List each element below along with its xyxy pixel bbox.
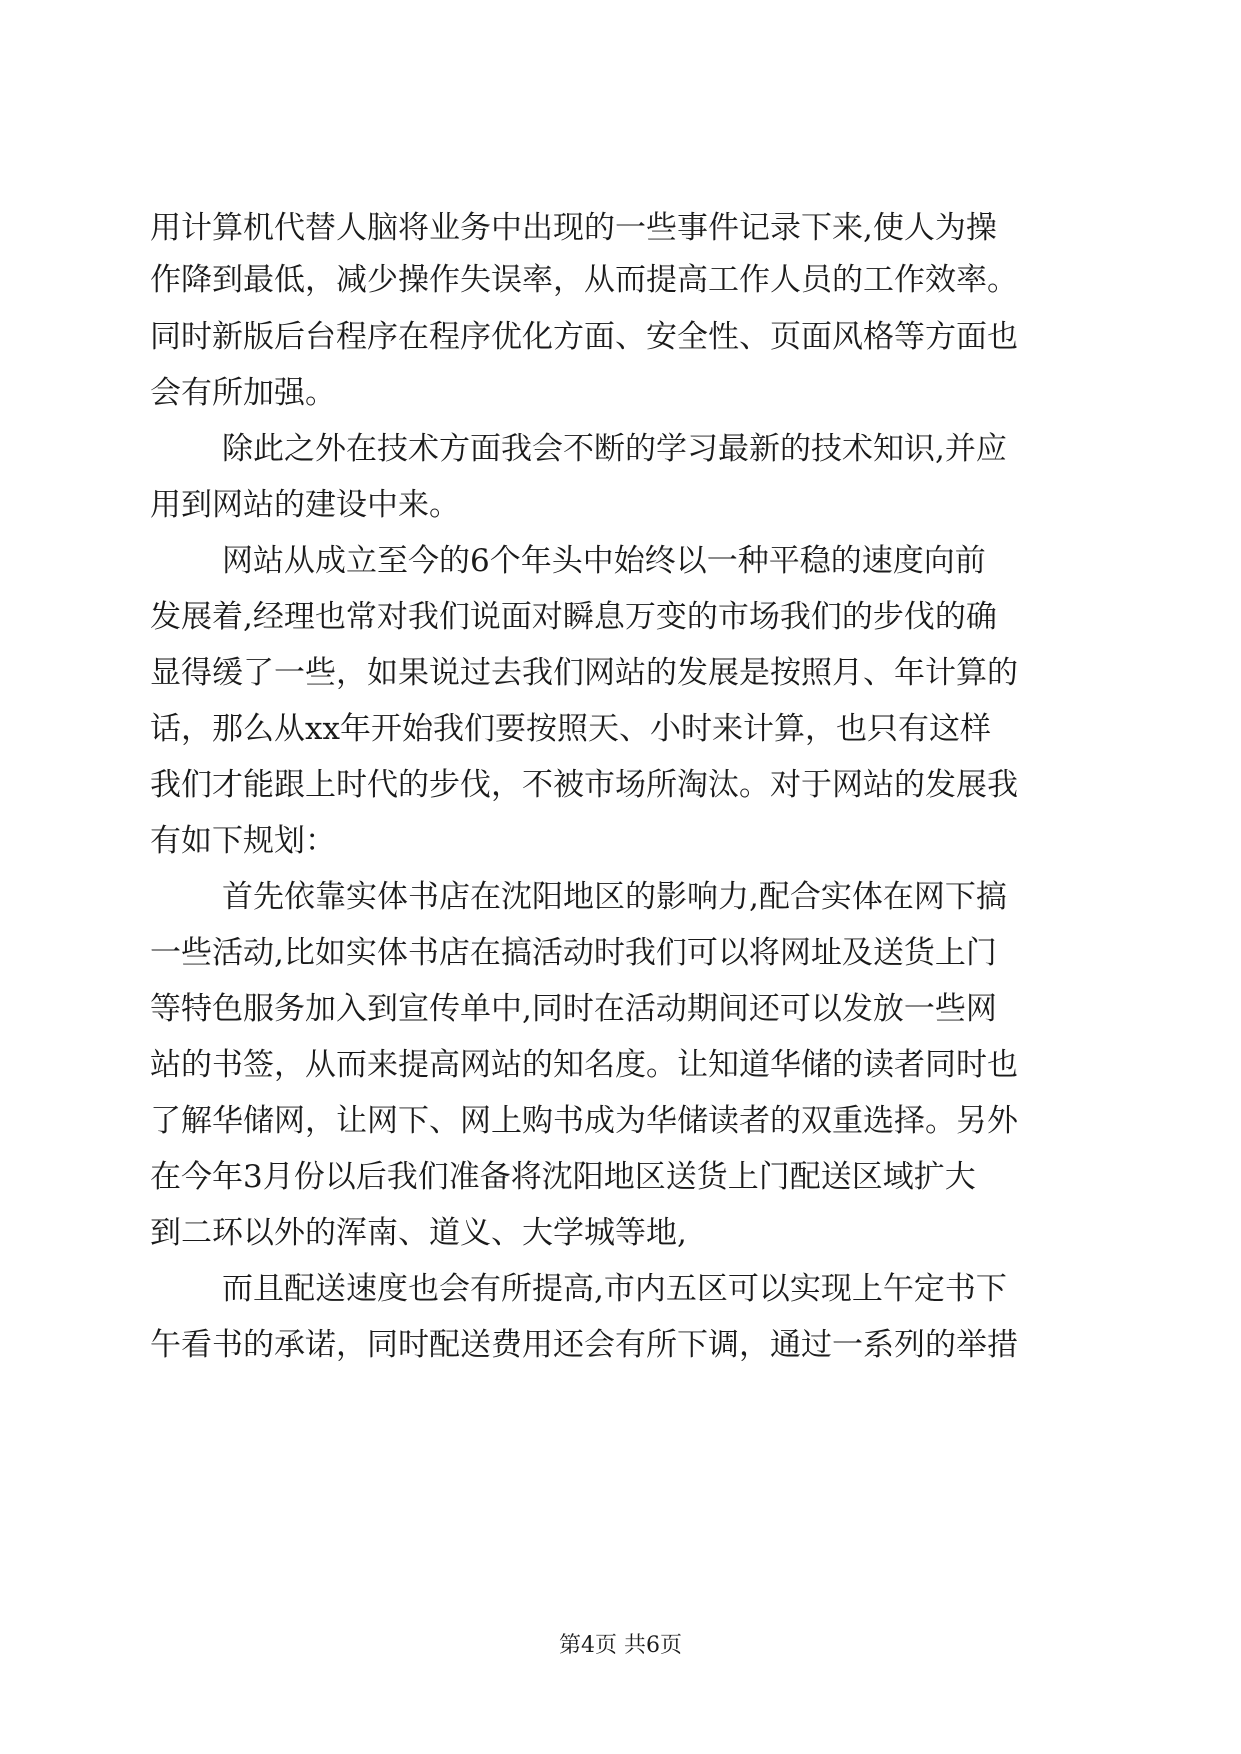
line-15 — [0, 987, 1241, 1031]
line-19 — [0, 1211, 1241, 1255]
line-2-text: 作降到最低，减少操作失误率，从而提高工作人员的工作效率。 — [150, 262, 1018, 298]
line-15-text: 等特色服务加入到宣传单中,同时在活动期间还可以发放一些网 — [150, 991, 997, 1027]
line-5-text: 除此之外在技术方面我会不断的学习最新的技术知识,并应 — [222, 431, 1007, 467]
line-20 — [0, 1267, 1241, 1311]
line-4 — [0, 371, 1241, 415]
line-1-text: 用计算机代替人脑将业务中出现的一些事件记录下来,使人为操 — [150, 210, 997, 246]
line-17-text: 了解华储网，让网下、网上购书成为华储读者的双重选择。另外 — [150, 1103, 1018, 1139]
line-3 — [0, 315, 1241, 359]
line-4-text: 会有所加强。 — [150, 375, 336, 411]
line-11 — [0, 763, 1241, 807]
line-10 — [0, 707, 1241, 751]
line-11-text: 我们才能跟上时代的步伐，不被市场所淘汰。对于网站的发展我 — [150, 767, 1018, 803]
line-19-text: 到二环以外的浑南、道义、大学城等地, — [150, 1215, 687, 1251]
line-7-text: 网站从成立至今的6个年头中始终以一种平稳的速度向前 — [222, 543, 986, 579]
line-14-text: 一些活动,比如实体书店在搞活动时我们可以将网址及送货上门 — [150, 935, 997, 971]
line-8 — [0, 595, 1241, 639]
line-12-text: 有如下规划： — [150, 823, 336, 859]
line-13 — [0, 875, 1241, 919]
line-12 — [0, 819, 1241, 863]
line-17 — [0, 1099, 1241, 1143]
page-footer — [0, 1630, 1241, 1662]
line-16 — [0, 1043, 1241, 1087]
line-13-text: 首先依靠实体书店在沈阳地区的影响力,配合实体在网下搞 — [222, 879, 1007, 915]
line-16-text: 站的书签，从而来提高网站的知名度。让知道华储的读者同时也 — [150, 1047, 1018, 1083]
line-5 — [0, 427, 1241, 471]
line-6-text: 用到网站的建设中来。 — [150, 487, 460, 523]
line-9 — [0, 651, 1241, 695]
line-20-text: 而且配送速度也会有所提高,市内五区可以实现上午定书下 — [222, 1271, 1007, 1307]
page-number-label: 第4页 共6页 — [559, 1633, 682, 1658]
line-1 — [0, 206, 1241, 250]
line-8-text: 发展着,经理也常对我们说面对瞬息万变的市场我们的步伐的确 — [150, 599, 997, 635]
line-21 — [0, 1323, 1241, 1367]
line-2 — [0, 258, 1241, 302]
line-7 — [0, 539, 1241, 583]
line-18 — [0, 1155, 1241, 1199]
line-21-text: 午看书的承诺，同时配送费用还会有所下调，通过一系列的举措 — [150, 1327, 1018, 1363]
line-10-text: 话，那么从xx年开始我们要按照天、小时来计算，也只有这样 — [150, 711, 991, 747]
line-18-text: 在今年3月份以后我们准备将沈阳地区送货上门配送区域扩大 — [150, 1159, 976, 1195]
line-3-text: 同时新版后台程序在程序优化方面、安全性、页面风格等方面也 — [150, 319, 1018, 355]
line-9-text: 显得缓了一些，如果说过去我们网站的发展是按照月、年计算的 — [150, 655, 1018, 691]
line-6 — [0, 483, 1241, 527]
line-14 — [0, 931, 1241, 975]
